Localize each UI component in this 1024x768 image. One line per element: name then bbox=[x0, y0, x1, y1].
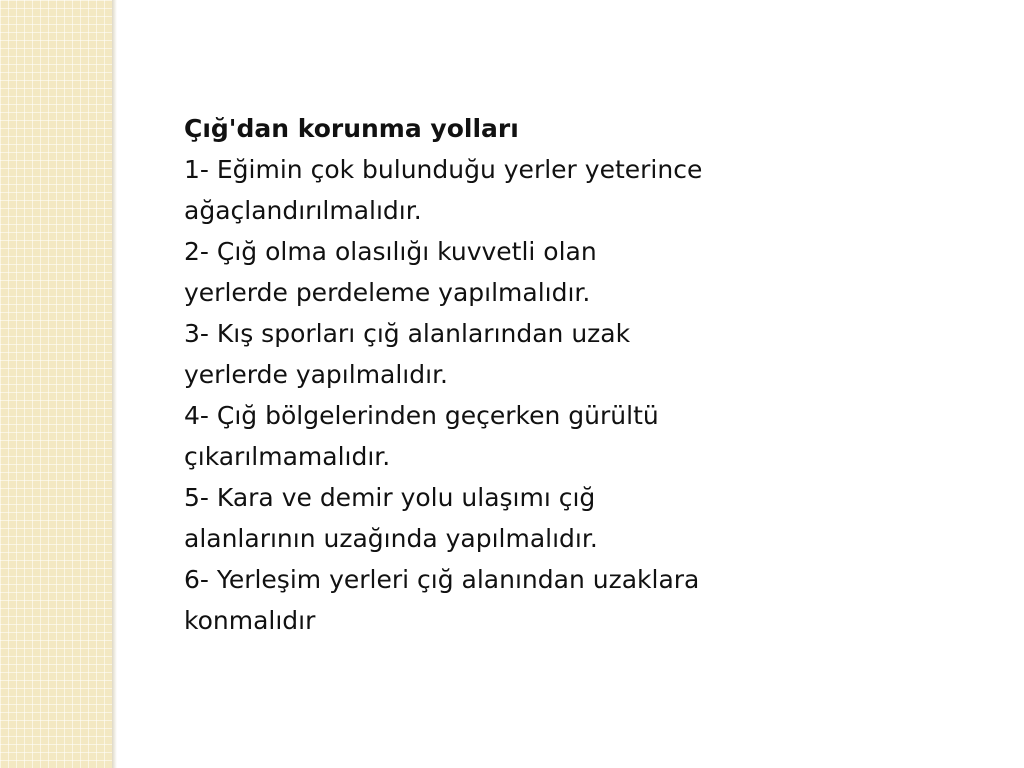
list-item-2 bbox=[184, 231, 824, 313]
decorative-side-shadow bbox=[112, 0, 117, 768]
list-item-4 bbox=[184, 395, 824, 477]
list-item-line: 1- Eğimin çok bulunduğu yerler yeterince bbox=[184, 155, 703, 184]
list-item-line: yerlerde yapılmalıdır. bbox=[184, 360, 449, 389]
list-item-line: 2- Çığ olma olasılığı kuvvetli olan bbox=[184, 237, 597, 266]
list-item-1 bbox=[184, 149, 824, 231]
list-item-line: 5- Kara ve demir yolu ulaşımı çığ bbox=[184, 483, 596, 512]
decorative-side-pattern bbox=[0, 0, 112, 768]
list-item-line: 6- Yerleşim yerleri çığ alanından uzaklara bbox=[184, 565, 700, 594]
slide-title: Çığ'dan korunma yolları bbox=[184, 114, 519, 143]
list-item-line: yerlerde perdeleme yapılmalıdır. bbox=[184, 278, 591, 307]
list-item-line: çıkarılmamalıdır. bbox=[184, 442, 391, 471]
list-item-line: 3- Kış sporları çığ alanlarından uzak bbox=[184, 319, 631, 348]
list-item-3 bbox=[184, 313, 824, 395]
list-item-line: 4- Çığ bölgelerinden geçerken gürültü bbox=[184, 401, 659, 430]
list-item-6 bbox=[184, 559, 824, 641]
list-item-line: ağaçlandırılmalıdır. bbox=[184, 196, 422, 225]
list-item-5 bbox=[184, 477, 824, 559]
list-item-line: alanlarının uzağında yapılmalıdır. bbox=[184, 524, 598, 553]
slide-content bbox=[184, 108, 824, 641]
list-item-line: konmalıdır bbox=[184, 606, 316, 635]
